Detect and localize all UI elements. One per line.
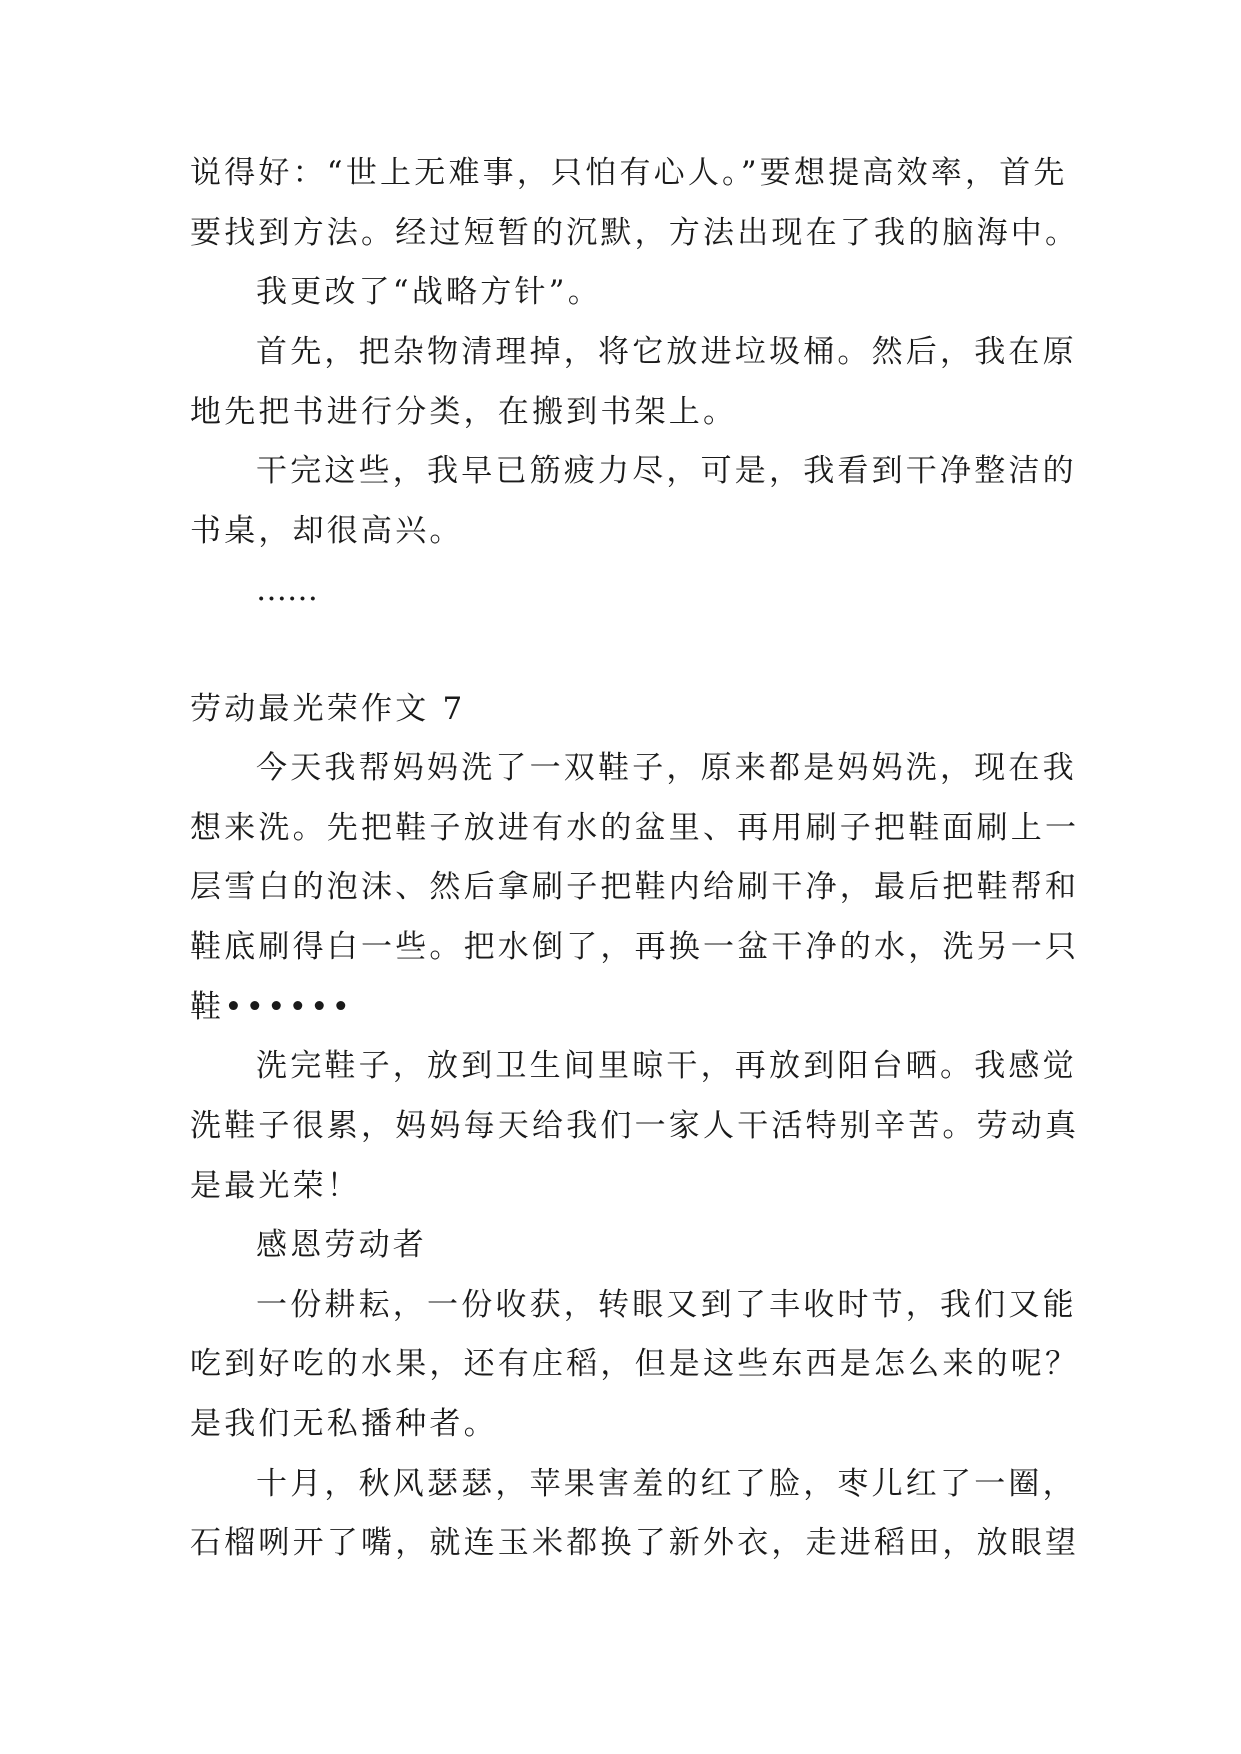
text-line: 石榴咧开了嘴，就连玉米都换了新外衣，走进稻田，放眼望 [190, 1525, 1080, 1561]
text-line: 要找到方法。经过短暂的沉默，方法出现在了我的脑海中。 [190, 215, 1080, 251]
text-line: 洗完鞋子，放到卫生间里晾干，再放到阳台晒。我感觉 [256, 1048, 1077, 1084]
ellipsis-line: …… [256, 572, 318, 608]
text-line: 今天我帮妈妈洗了一双鞋子，原来都是妈妈洗，现在我 [256, 750, 1077, 786]
text-line: 鞋底刷得白一些。把水倒了，再换一盆干净的水，洗另一只 [190, 929, 1080, 965]
text-line: 十月，秋风瑟瑟，苹果害羞的红了脸，枣儿红了一圈， [256, 1466, 1077, 1502]
text-line: 首先，把杂物清理掉，将它放进垃圾桶。然后，我在原 [256, 334, 1077, 370]
text-line: 地先把书进行分类，在搬到书架上。 [190, 394, 738, 430]
text-line: 吃到好吃的水果，还有庄稻，但是这些东西是怎么来的呢？ [190, 1346, 1080, 1382]
text-line: 我更改了“战略方针”。 [256, 274, 602, 310]
text-line: 想来洗。先把鞋子放进有水的盆里、再用刷子把鞋面刷上一 [190, 810, 1080, 846]
text-line: 干完这些，我早已筋疲力尽，可是，我看到干净整洁的 [256, 453, 1077, 489]
section-heading: 劳动最光荣作文 7 [190, 691, 466, 727]
text-line: 是我们无私播种者。 [190, 1406, 498, 1442]
text-line: 洗鞋子很累，妈妈每天给我们一家人干活特别辛苦。劳动真 [190, 1108, 1080, 1144]
text-line: 鞋•••••• [190, 989, 354, 1025]
text-line: 一份耕耘，一份收获，转眼又到了丰收时节，我们又能 [256, 1287, 1077, 1323]
text-line: 层雪白的泡沫、然后拿刷子把鞋内给刷干净，最后把鞋帮和 [190, 869, 1080, 905]
text-line: 书桌，却很高兴。 [190, 513, 464, 549]
text-line: 说得好：“世上无难事，只怕有心人。”要想提高效率，首先 [190, 155, 1068, 191]
text-line: 是最光荣！ [190, 1168, 361, 1204]
subheading: 感恩劳动者 [256, 1227, 427, 1263]
